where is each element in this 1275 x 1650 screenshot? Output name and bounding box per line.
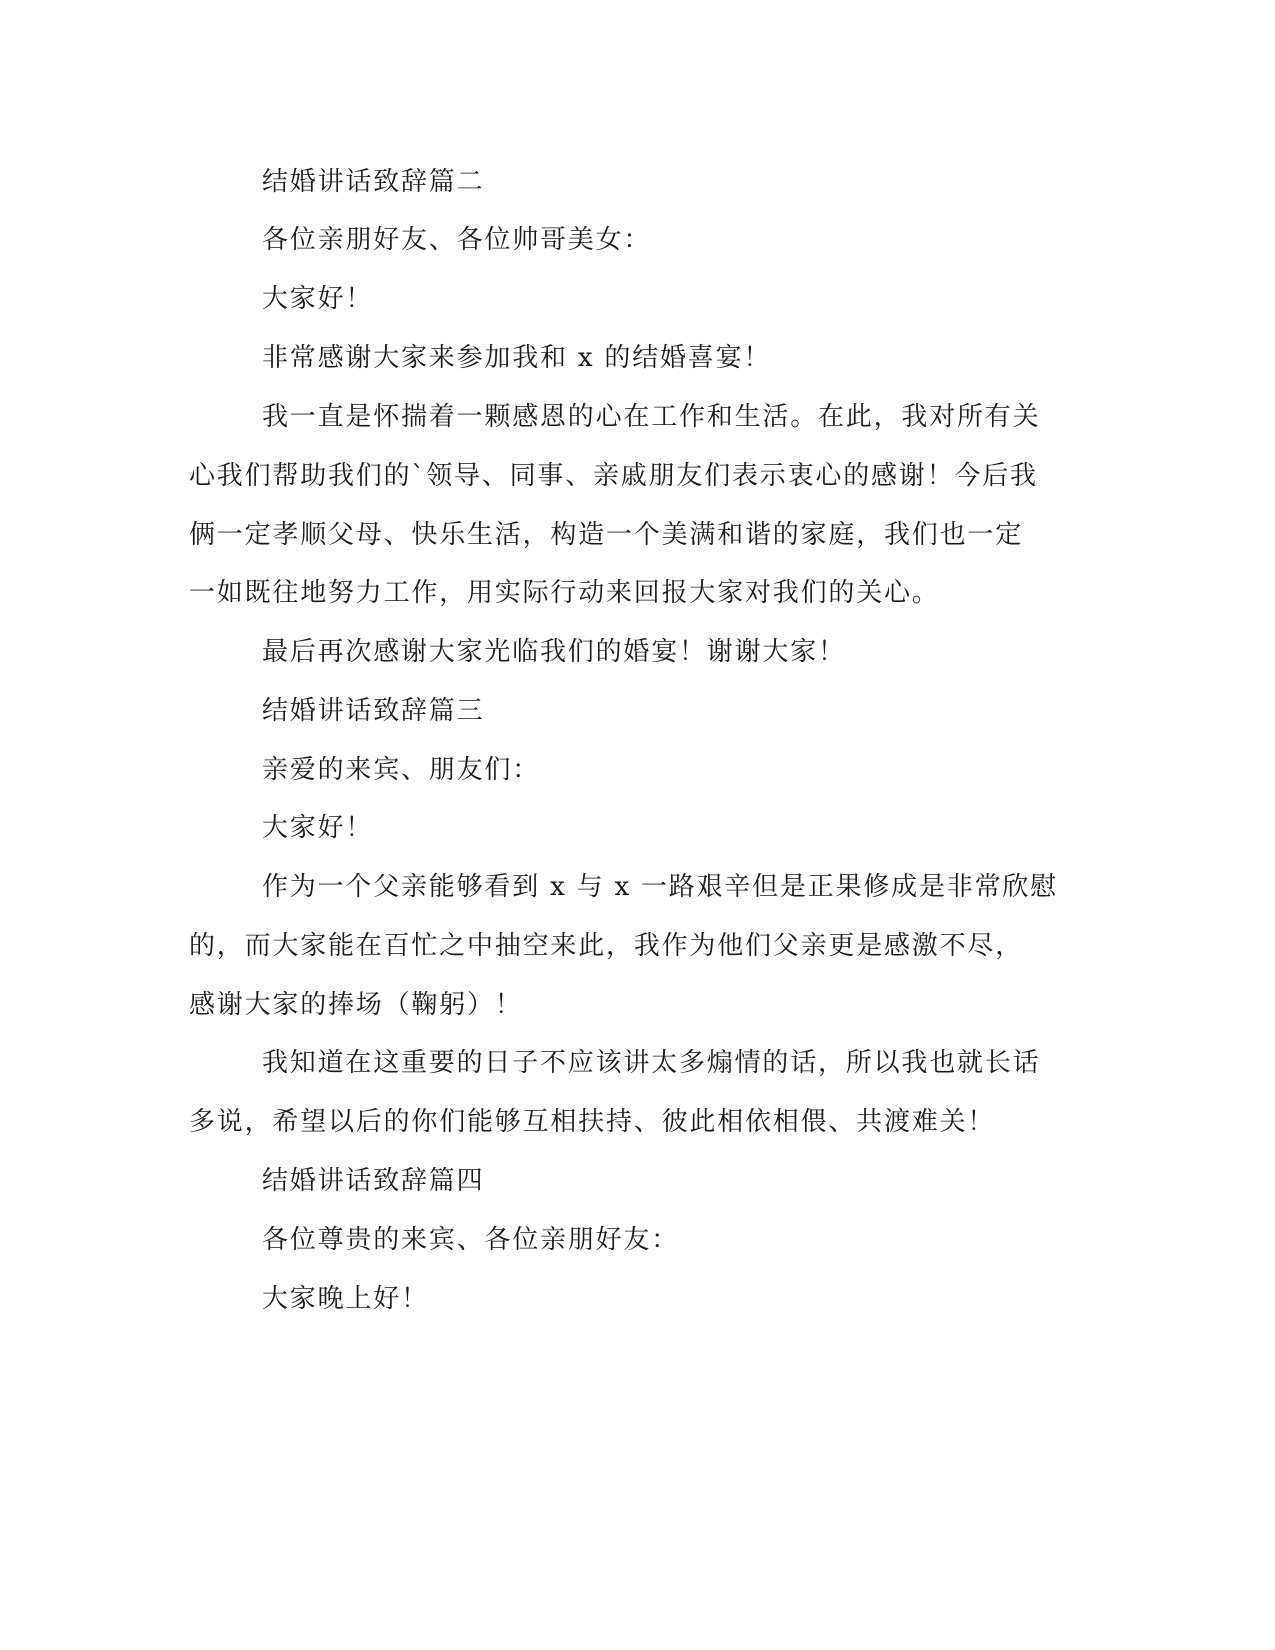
greeting-line: 大家好！ [262,813,374,843]
salutation-line: 各位亲朋好友、各位帅哥美女： [262,225,652,255]
paragraph-line: 心我们帮助我们的`领导、同事、亲戚朋友们表示衷心的感谢！今后我 [189,461,1038,491]
closing-line: 最后再次感谢大家光临我们的婚宴！谢谢大家！ [262,637,846,667]
section-heading-3: 结婚讲话致辞篇三 [262,696,485,726]
section-heading-4: 结婚讲话致辞篇四 [262,1166,485,1196]
paragraph-line: 的，而大家能在百忙之中抽空来此，我作为他们父亲更是感激不尽， [189,931,1024,961]
paragraph-line: 我一直是怀揣着一颗感恩的心在工作和生活。在此，我对所有关 [262,402,1041,432]
section-heading-2: 结婚讲话致辞篇二 [262,167,485,197]
paragraph-line: 多说，希望以后的你们能够互相扶持、彼此相依相偎、共渡难关！ [189,1107,996,1137]
paragraph-line: 作为一个父亲能够看到 x 与 x 一路艰辛但是正果修成是非常欣慰 [262,872,1058,902]
paragraph-line: 感谢大家的捧场（鞠躬）！ [189,990,523,1020]
salutation-line: 各位尊贵的来宾、各位亲朋好友： [262,1225,680,1255]
greeting-line: 大家晚上好！ [262,1284,429,1314]
salutation-line: 亲爱的来宾、朋友们： [262,755,541,785]
paragraph-line: 我知道在这重要的日子不应该讲太多煽情的话，所以我也就长话 [262,1048,1041,1078]
paragraph-line: 俩一定孝顺父母、快乐生活，构造一个美满和谐的家庭，我们也一定 [189,520,1024,550]
paragraph-line: 一如既往地努力工作，用实际行动来回报大家对我们的关心。 [189,578,940,608]
body-line: 非常感谢大家来参加我和 x 的结婚喜宴！ [262,343,772,373]
greeting-line: 大家好！ [262,284,374,314]
